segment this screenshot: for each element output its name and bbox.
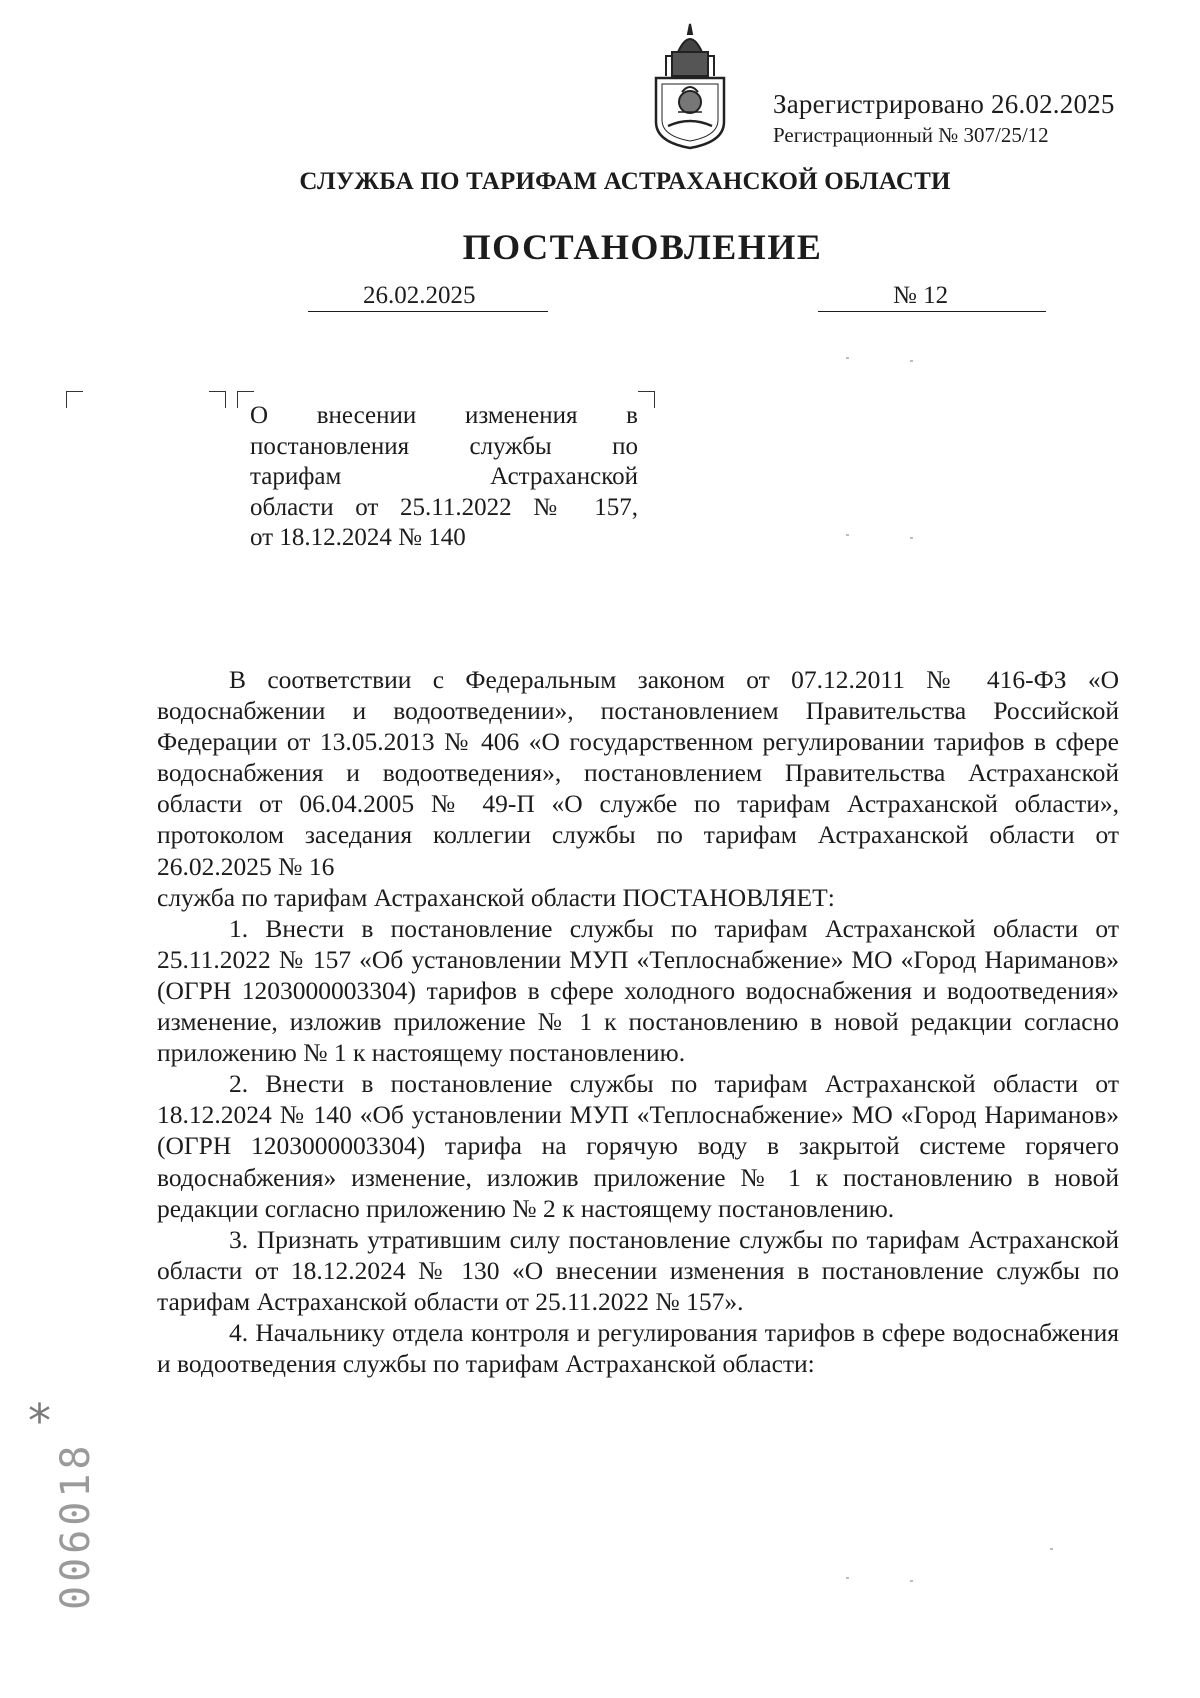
corner-mark — [209, 391, 226, 408]
item-4-paragraph: 4. Начальнику отдела контроля и регулирования тарифов в сфере водоснабжения и водоотведения службы по тарифам Астраханской области: — [157, 1317, 1119, 1379]
resolution-line: служба по тарифам Астраханской области ПОСТАНОВЛЯЕТ: — [157, 882, 835, 912]
scan-speck — [846, 1577, 849, 1579]
stamp-star: * — [28, 1394, 51, 1448]
item-2-paragraph: 2. Внести в постановление службы по тарифам Астраханской области от 18.12.2024 № 140 «Об установлении МУП «Теплоснабжение» МО «Город Нариманов» (ОГРН 1203000003304) тарифа на горячую воду в закрытой системе горячего водоснабжения» изменение, изложив приложение № 1 к постановлению в новой редакции согласно приложению № 2 к настоящему постановлению. — [157, 1069, 1119, 1223]
item-1-paragraph: 1. Внести в постановление службы по тарифам Астраханской области от 25.11.2022 № 157 «Об установлении МУП «Теплоснабжение» МО «Город Нариманов» (ОГРН 1203000003304) тарифов в сфере холодного водоснабжения и водоотведения» изменение, изложив приложение № 1 к постановлению в новой редакции согласно приложению № 1 к настоящему постановлению. — [157, 913, 1119, 1068]
scan-speck — [910, 360, 913, 362]
document-date: 26.02.2025 — [308, 282, 548, 312]
scan-speck — [910, 537, 913, 539]
scan-speck — [1050, 1548, 1053, 1550]
subject-line: О внесении изменения в — [250, 402, 638, 429]
subject-line: области от 25.11.2022 № 157, — [250, 493, 638, 521]
corner-mark — [66, 391, 83, 408]
subject-block — [250, 401, 638, 554]
coat-of-arms-emblem — [648, 22, 732, 150]
subject-line: постановления службы по — [250, 432, 638, 460]
registration-date: Зарегистрировано 26.02.2025 — [773, 89, 1115, 119]
document-type-title: ПОСТАНОВЛЕНИЕ — [462, 227, 823, 267]
document-number: № 12 — [818, 282, 1046, 312]
scan-speck — [846, 534, 849, 536]
scan-speck — [910, 1580, 913, 1582]
corner-mark — [638, 391, 655, 408]
registration-block — [773, 88, 1115, 148]
scan-speck — [846, 357, 849, 359]
registration-number: Регистрационный № 307/25/12 — [773, 122, 1049, 147]
stamp-serial-number: 006018 — [53, 1441, 99, 1610]
subject-line: от 18.12.2024 № 140 — [250, 524, 466, 551]
preamble-paragraph: В соответствии с Федеральным законом от 07.12.2011 № 416-ФЗ «О водоснабжении и водоотведении», постановлением Правительства Российской Федерации от 13.05.2013 № 406 «О государственном регулировании тарифов в сфере водоснабжения и водоотведения», постановлением Правительства Астраханской области от 06.04.2005 № 49-П «О службе по тарифам Астраханской области», протоколом заседания коллегии службы по тарифам Астраханской области от 26.02.2025 № 16 — [157, 665, 1119, 881]
document-body — [157, 664, 1119, 1379]
agency-name: СЛУЖБА ПО ТАРИФАМ АСТРАХАНСКОЙ ОБЛАСТИ — [299, 168, 951, 195]
item-3-paragraph: 3. Признать утратившим силу постановление службы по тарифам Астраханской области от 18.12.2024 № 130 «О внесении изменения в постановление службы по тарифам Астраханской области от 25.11.2022 № 157». — [157, 1224, 1119, 1316]
subject-line: тарифам Астраханской — [250, 463, 638, 490]
